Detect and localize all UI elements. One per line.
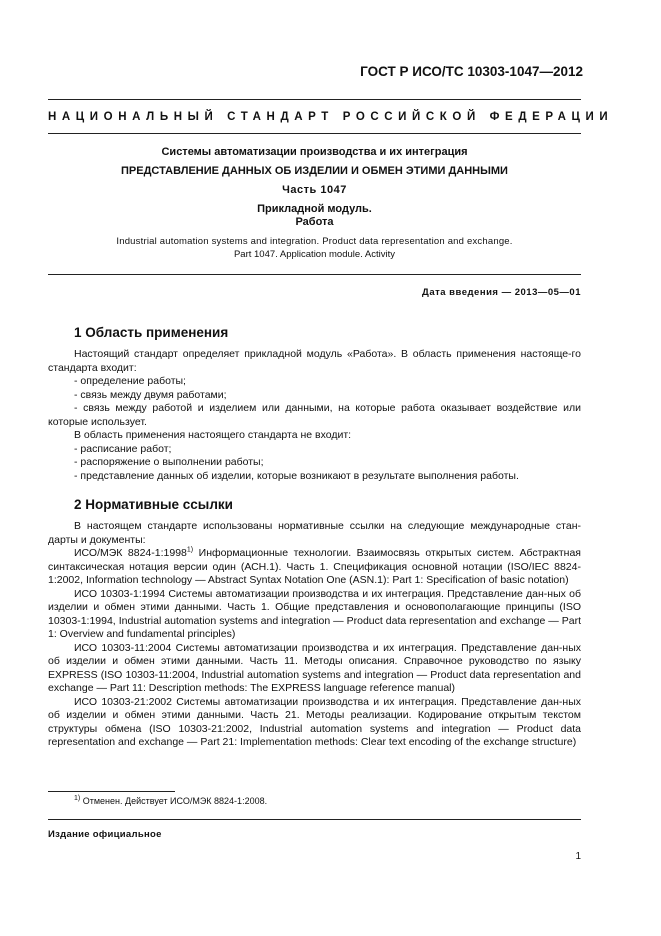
section2-heading: 2 Нормативные ссылки [74, 497, 233, 512]
reference-text: Информационные технологии. Взаимосвязь открытых систем. Абстрактная синтаксическая нотация версии один (АСН.1). Часть 1. Спецификация основной нотации (ISO/IEC 8824-1:2002, Information technology — Abstract Syntax Notation One (ASN.1): Part 1: Specification of basic notation) [48, 547, 581, 586]
title-main: ПРЕДСТАВЛЕНИЕ ДАННЫХ ОБ ИЗДЕЛИИ И ОБМЕН ЭТИМИ ДАННЫМИ [121, 165, 508, 177]
english-title-line2: Part 1047. Application module. Activity [233, 249, 396, 260]
section1-line: - расписание работ; [74, 442, 172, 455]
section1-line: - распоряжение о выполнении работы; [74, 456, 264, 468]
reference-item: ИСО 10303-1:1994 Системы автоматизации производства и их интеграция. Представление дан-ных об изделии и обмен этими данными. Часть 1. Общие представления и основополагающие принципы (ISO 10303-1:1994, Industrial automation systems and integration — Product data representation and exchange — Part 1: Overview and fundamental principles) [48, 587, 581, 640]
introduction-date: Дата введения — 2013—05—01 [422, 287, 581, 298]
section1-line: Настоящий стандарт определяет прикладной модуль «Работа». В область применения настояще-го стандарта входит: [48, 348, 581, 374]
section1-heading: 1 Область применения [74, 325, 229, 340]
footnote-mark: 1) [186, 546, 194, 554]
footnote-mark: 1) [74, 795, 81, 802]
title-series: Системы автоматизации производства и их интеграция [161, 146, 468, 158]
page-number: 1 [575, 851, 581, 862]
title-divider [48, 274, 581, 275]
footnote [74, 796, 267, 806]
section1-line: - определение работы; [74, 375, 186, 387]
reference-item: ИСО 10303-21:2002 Системы автоматизации производства и их интеграция. Представление дан-ных об изделии и обмен этими данными. Часть 21. Методы реализации. Кодирование открытым текстом структуры обмена (ISO 10303-21:2002, Industrial automation systems and integration — Product data representation and exchange — Part 21: Implementation methods: Clear text encoding of the exchange structure) [48, 695, 581, 748]
title-module-line2: Работа [295, 216, 334, 228]
edition-label: Издание официальное [48, 829, 162, 840]
top-divider [48, 99, 581, 100]
national-standard-banner: НАЦИОНАЛЬНЫЙ СТАНДАРТ РОССИЙСКОЙ ФЕДЕРАЦИИ [48, 111, 614, 123]
bottom-divider [48, 819, 581, 820]
footnote-text: Отменен. Действует ИСО/МЭК 8824-1:2008. [80, 796, 268, 806]
title-module-line1: Прикладной модуль. [257, 203, 372, 215]
reference-item [48, 547, 581, 588]
section1-line: - представление данных об изделии, которые возникают в результате выполнения работы. [74, 469, 519, 482]
section1-line: - связь между двумя работами; [74, 388, 227, 401]
banner-divider [48, 133, 581, 134]
section1-line: В область применения настоящего стандарта не входит: [74, 429, 352, 441]
footnote-divider [48, 791, 175, 792]
section1-line: - связь между работой и изделием или данными, на которые работа оказывает воздействие или которые использует. [48, 402, 581, 428]
document-code: ГОСТ Р ИСО/ТС 10303-1047—2012 [360, 64, 583, 79]
section1-body [48, 348, 581, 483]
section2-intro: В настоящем стандарте использованы нормативные ссылки на следующие международные стан-дарты и документы: [48, 520, 581, 546]
reference-item: ИСО 10303-11:2004 Системы автоматизации производства и их интеграция. Представление дан-ных об изделии и обмен этими данными. Часть 11. Методы описания. Справочное руководство по языку EXPRESS (ISO 10303-11:2004, Industrial automation systems and integration — Product data representation and exchange — Part 11: Description methods: The EXPRESS language reference manual) [48, 641, 581, 694]
english-title-line1: Industrial automation systems and integration. Product data representation and exchange. [116, 236, 513, 247]
reference-code: ИСО/МЭК 8824-1:1998 [74, 547, 187, 559]
section2-body [48, 520, 581, 750]
title-part: Часть 1047 [282, 184, 347, 196]
